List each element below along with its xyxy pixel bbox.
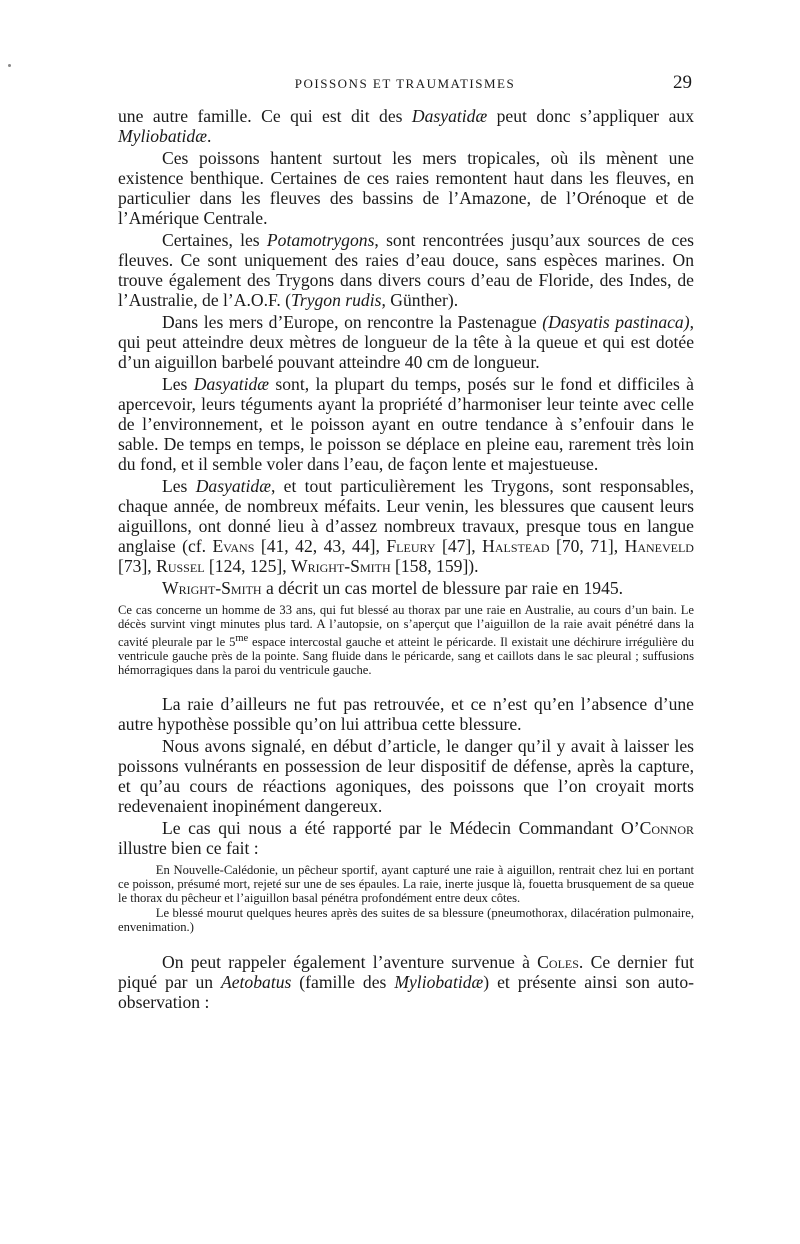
taxon-dasyatidae: Dasyatidæ	[193, 374, 270, 394]
author-wright-smith: Wright-Smith	[291, 556, 391, 576]
taxon-trygon-rudis: Trygon rudis	[291, 290, 382, 310]
paragraph-10: Le cas qui nous a été rapporté par le Médecin Commandant O’Connor illustre bien ce fait :	[118, 817, 694, 858]
paragraph-9: Nous avons signalé, en début d’article, le danger qu’il y avait à laisser les poissons vulnérants en possession de leur dispositif de défense, après la capture, et qu’au cours de réactions agoniques, des poissons que l’on croyait morts redevenaient inopinément dangereux.	[118, 735, 694, 816]
taxon-myliobatidae: Myliobatidæ	[394, 972, 484, 993]
case-report-outcome: Le blessé mourut quelques heures après des suites de sa blessure (pneumothorax, dilacération pulmonaire, envenimation.)	[118, 905, 694, 934]
author-fleury: Fleury	[386, 536, 436, 556]
page-number: 29	[673, 72, 692, 93]
paragraph-1: une autre famille. Ce qui est dit des Dasyatidæ peut donc s’appliquer aux Myliobatidæ.	[118, 106, 694, 146]
paragraph-2: Ces poissons hantent surtout les mers tropicales, où ils mènent une existence benthique. Certaines de ces raies remontent haut dans les fleuves, en particulier dans les fleuves des bassins de l’Amazone, de l’Orénoque et de l’Amérique Centrale.	[118, 148, 694, 228]
author-wright-smith: Wright-Smith	[162, 578, 262, 598]
taxon-myliobatidae: Myliobatidæ	[118, 126, 207, 146]
taxon-potamotrygons: Potamotrygons	[266, 230, 375, 250]
paragraph-8: La raie d’ailleurs ne fut pas retrouvée, et ce n’est qu’en l’absence d’une autre hypothèse possible qu’on lui attribua cette blessure.	[118, 693, 694, 734]
author-halstead: Halstead	[482, 536, 550, 556]
paragraph-11: On peut rappeler également l’aventure survenue à Coles. Ce dernier fut piqué par un Aetobatus (famille des Myliobatidæ) et présente ainsi son auto-observation :	[118, 952, 695, 1013]
taxon-dasyatis-pastinaca: (Dasyatis pastinaca)	[542, 312, 690, 332]
author-coles: Coles	[537, 952, 579, 973]
page-header	[118, 74, 692, 94]
taxon-dasyatidae: Dasyatidæ	[411, 106, 488, 126]
ordinal-superscript: me	[235, 632, 249, 644]
paragraph-6: Les Dasyatidæ, et tout particulièrement les Trygons, sont responsables, chaque année, de nombreux méfaits. Leur venin, les blessures que causent leurs aiguillons, ont donné lieu à d’assez nombreux travaux, presque tous en langue anglaise (cf. Evans [41, 42, 43, 44], Fleury [47], Halstead [70, 71], Haneveld [73], Russel [124, 125], Wright-Smith [158, 159]).	[118, 476, 694, 576]
author-russel: Russel	[156, 556, 205, 576]
author-haneveld: Haneveld	[624, 536, 694, 556]
paragraph-4: Dans les mers d’Europe, on rencontre la Pastenague (Dasyatis pastinaca), qui peut atteindre deux mètres de longueur de la tête à la queue et qui est dotée d’un aiguillon barbelé pouvant atteindre 40 cm de longueur.	[118, 312, 694, 372]
running-title: POISSONS ET TRAUMATISMES	[294, 76, 516, 91]
paragraph-3: Certaines, les Potamotrygons, sont rencontrées jusqu’aux sources de ces fleuves. Ce sont uniquement des raies d’eau douce, sans espèces marines. On trouve également des Trygons dans divers cours d’eau de Floride, des Indes, de l’Australie, de l’A.O.F. (Trygon rudis, Günther).	[118, 230, 694, 310]
taxon-dasyatidae: Dasyatidæ	[195, 476, 271, 496]
author-oconnor: O’Connor	[621, 817, 694, 838]
paragraph-7: Wright-Smith a décrit un cas mortel de blessure par raie en 1945.	[162, 578, 624, 598]
taxon-aetobatus: Aetobatus	[220, 972, 292, 993]
case-report-new-caledonia: En Nouvelle-Calédonie, un pêcheur sportif, ayant capturé une raie à aiguillon, rentrait chez lui en portant ce poisson, présumé mort, rejeté sur une de ses épaules. La raie, inerte jusque là, fouetta brusquement de sa queue le thorax du pêcheur et l’aiguillon basal pénétra profondément entre deux côtes.	[118, 862, 694, 906]
scan-speck	[8, 64, 11, 67]
page-body	[118, 106, 694, 1012]
paragraph-5: Les Dasyatidæ sont, la plupart du temps, posés sur le fond et difficiles à apercevoir, leurs téguments ayant la propriété d’harmoniser leur teinte avec celle de l’environnement, et le poisson ayant en outre tendance à s’enfouir dans le sable. De temps en temps, le poisson se déplace en pleine eau, rarement très loin du fond, et il semble voler dans l’eau, de façon lente et majestueuse.	[118, 374, 694, 474]
case-report-australia: Ce cas concerne un homme de 33 ans, qui fut blessé au thorax par une raie en Australie, au cours d’un bain. Le décès survint vingt minutes plus tard. A l’autopsie, on s’aperçut que l’aiguillon de la raie avait pénétré dans la cavité pleurale par le $5^{me}$ espace intercostal gauche et atteint le péricarde. Il existait une déchirure irrégulière du ventricule gauche près de la pointe. Sang fluide dans le péricarde, sang et caillots dans le sac pleural ; suffusions hémorragiques dans la paroi du ventricule gauche.	[118, 603, 694, 678]
author-evans: Evans	[212, 536, 255, 556]
